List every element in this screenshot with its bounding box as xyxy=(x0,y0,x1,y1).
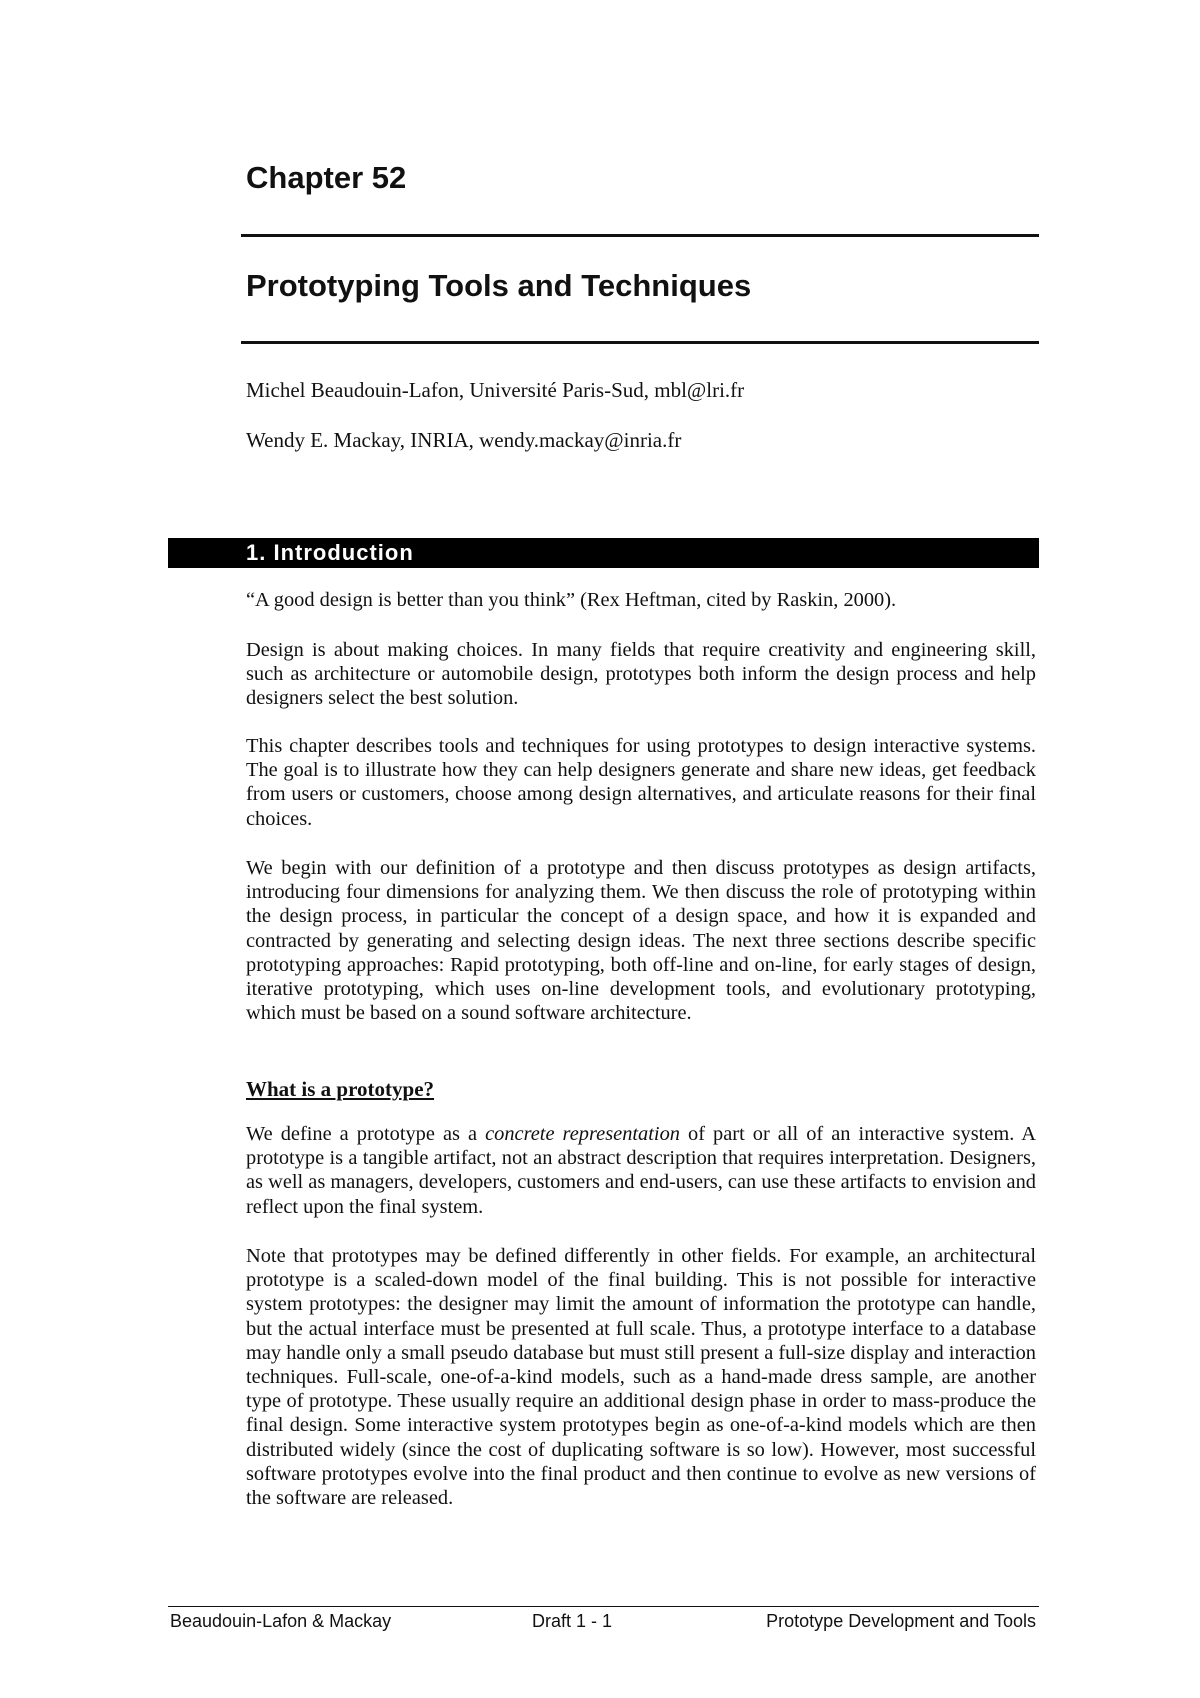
body-paragraph: We begin with our definition of a prototype and then discuss prototypes as design artifacts, introducing four dimensions for analyzing them. We then discuss the role of prototyping within the design process, in particular the concept of a design space, and how it is expanded and contracted by generating and selecting design ideas. The next three sections describe specific prototyping approaches: Rapid prototyping, both off-line and on-line, for early stages of design, iterative prototyping, which uses on-line development tools, and evolutionary prototyping, which must be based on a sound software architecture. xyxy=(246,857,1036,1025)
body-paragraph: Design is about making choices. In many fields that require creativity and engineering skill, such as architecture or automobile design, prototypes both inform the design process and help designers select the best solution. xyxy=(246,639,1036,710)
epigraph-quote: “A good design is better than you think” (Rex Heftman, cited by Raskin, 2000). xyxy=(246,589,897,611)
section-title: 1. Introduction xyxy=(246,540,414,565)
author-line: Michel Beaudouin-Lafon, Université Paris-Sud, mbl@lri.fr xyxy=(246,378,745,402)
footer-book-title: Prototype Development and Tools xyxy=(766,1611,1036,1631)
header-rule-bottom xyxy=(241,341,1039,344)
section-header-bar xyxy=(168,538,1039,568)
body-paragraph: Note that prototypes may be defined differently in other fields. For example, an architectural prototype is a scaled-down model of the final building. This is not possible for interactive system prototypes: the designer may limit the amount of information the prototype can handle, but the actual interface must be presented at full scale. Thus, a prototype interface to a database may handle only a small pseudo database but must still present a full-size display and interaction techniques. Full-scale, one-of-a-kind models, such as a hand-made dress sample, are another type of prototype. These usually require an additional design phase in order to mass-produce the final design. Some interactive system prototypes begin as one-of-a-kind models which are then distributed widely (since the cost of duplicating software is so low). However, most successful software prototypes evolve into the final product and then continue to evolve as new versions of the software are released. xyxy=(246,1245,1036,1510)
definition-text-start: We define a prototype as a xyxy=(246,1123,486,1145)
chapter-label: Chapter 52 xyxy=(246,160,407,195)
definition-text-end: of part or all of an interactive system. A prototype is a tangible artifact, not an abstract description that requires interpretation. Designers, as well as managers, developers, customers and end-users, can use these artifacts to envision and reflect upon the final system. xyxy=(246,1123,1036,1218)
definition-paragraph xyxy=(246,1122,1036,1219)
body-paragraph: This chapter describes tools and techniques for using prototypes to design interactive systems. The goal is to illustrate how they can help designers generate and share new ideas, get feedback from users or customers, choose among design alternatives, and articulate reasons for their final choices. xyxy=(246,735,1036,830)
header-rule-top xyxy=(241,234,1039,237)
footer-page-number: Draft 1 - 1 xyxy=(532,1611,613,1631)
footer-authors: Beaudouin-Lafon & Mackay xyxy=(170,1611,392,1631)
subsection-title: What is a prototype? xyxy=(246,1077,435,1101)
chapter-title: Prototyping Tools and Techniques xyxy=(246,268,752,303)
author-line: Wendy E. Mackay, INRIA, wendy.mackay@inria.fr xyxy=(246,428,682,452)
footer-rule xyxy=(168,1606,1039,1607)
definition-emphasis: concrete representation xyxy=(485,1123,680,1145)
